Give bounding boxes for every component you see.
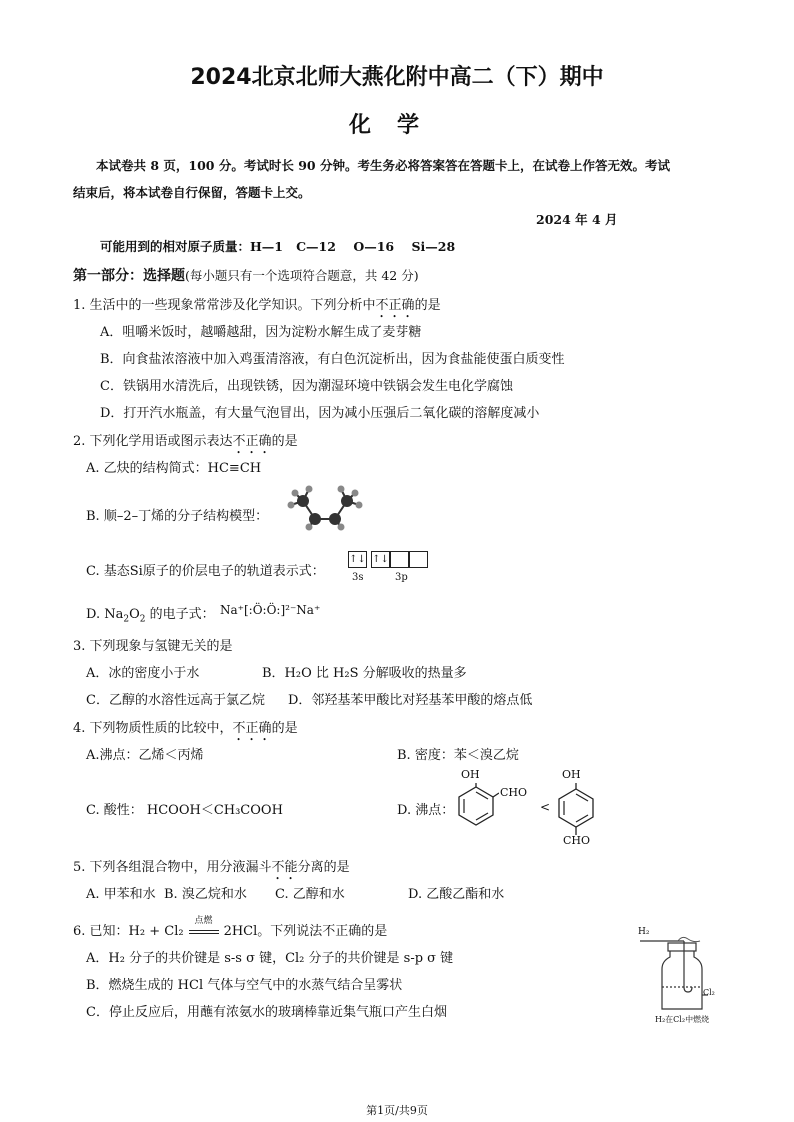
question-4-stem xyxy=(73,717,298,744)
q6-option-b: B．燃烧生成的 HCl 气体与空气中的水蒸气结合呈雾状 xyxy=(86,978,403,993)
orbital-3p-box-3 xyxy=(409,551,428,568)
q6-option-a: A．H₂ 分子的共价键是 s-s σ 键，Cl₂ 分子的共价键是 s-p σ 键 xyxy=(86,951,454,966)
q4-option-b: B. 密度：苯＜溴乙烷 xyxy=(397,748,519,763)
para-cho-label: CHO xyxy=(563,834,591,847)
q3-option-c: C．乙醇的水溶性远高于氯乙烷 xyxy=(86,693,265,708)
stem-emphasis: 不正确 xyxy=(232,721,272,736)
ortho-benzene-ring xyxy=(453,783,499,829)
stem-text: 的是 xyxy=(414,298,441,313)
fig-h2-label: H₂ xyxy=(638,927,650,937)
d-text: D. Na xyxy=(86,607,124,622)
question-1-stem xyxy=(73,294,441,321)
stem-emphasis: 不能 xyxy=(271,860,298,875)
q3-option-d: D．邻羟基苯甲酸比对羟基苯甲酸的熔点低 xyxy=(288,693,533,708)
equal-sign xyxy=(189,930,219,934)
question-6-stem xyxy=(73,916,388,939)
stem-emphasis: 不正确 xyxy=(232,434,272,449)
q2-option-c: C. 基态Si原子的价层电子的轨道表示式： xyxy=(86,564,325,579)
q5-option-d: D. 乙酸乙酯和水 xyxy=(408,887,505,902)
q4-option-a: A.沸点：乙烯＜丙烯 xyxy=(86,748,204,763)
reaction-condition: 点燃 xyxy=(194,916,213,926)
orbital-3p-box-2 xyxy=(390,551,409,568)
orbital-label-3p: 3p xyxy=(395,572,408,583)
cis-2-butene-model xyxy=(285,483,365,533)
orbital-label-3s: 3s xyxy=(352,572,364,583)
q3-option-b: B．H₂O 比 H₂S 分解吸收的热量多 xyxy=(262,666,467,681)
gas-jar-figure xyxy=(636,935,726,1013)
stem-text: 分离的是 xyxy=(297,860,350,875)
section-heading xyxy=(73,265,419,285)
d-text: O xyxy=(129,607,140,622)
stem-text: 2. 下列化学用语或图示表达 xyxy=(73,434,233,449)
q6-option-c: C．停止反应后，用蘸有浓氨水的玻璃棒靠近集气瓶口产生白烟 xyxy=(86,1005,447,1020)
q1-option-a: A．咀嚼米饭时，越嚼越甜，因为淀粉水解生成了麦芽糖 xyxy=(100,325,422,340)
question-3-stem: 3. 下列现象与氢键无关的是 xyxy=(73,639,233,654)
q5-option-a: A. 甲苯和水 xyxy=(86,887,156,902)
d-sub: 2 xyxy=(123,614,130,625)
section-title: 第一部分：选择题 xyxy=(73,268,185,284)
stem-text: 2HCl。下列说法不正确的是 xyxy=(223,924,388,939)
stem-text: 5. 下列各组混合物中，用分液漏斗 xyxy=(73,860,272,875)
atomic-mass-line: 可能用到的相对原子质量：H—1 C—12 O—16 Si—28 xyxy=(100,239,456,254)
stem-text: 4. 下列物质性质的比较中， xyxy=(73,721,233,736)
q1-option-d: D．打开汽水瓶盖，有大量气泡冒出，因为减小压强后二氧化碳的溶解度减小 xyxy=(100,406,540,421)
fig-caption: H₂在Cl₂中燃烧 xyxy=(655,1015,710,1024)
ortho-oh-label: OH xyxy=(461,768,480,781)
na2o2-electron-formula: Na⁺[:Ö:Ö:]²⁻Na⁺ xyxy=(220,603,321,617)
d-text: 的电子式： xyxy=(145,607,215,622)
stem-text: 1. 生活中的一些现象常常涉及化学知识。下列分析中 xyxy=(73,298,376,313)
fig-cl2-label: Cl₂ xyxy=(703,988,715,997)
q2-option-a: A. 乙炔的结构简式：HC≡CH xyxy=(86,461,262,476)
q4-option-d: D. 沸点： xyxy=(397,803,455,818)
question-2-stem xyxy=(73,430,298,457)
orbital-3p-box-1: ↑↓ xyxy=(371,551,390,568)
d-sub: 2 xyxy=(139,614,146,625)
stem-text: 6. 已知：H₂ + Cl₂ xyxy=(73,924,184,939)
stem-text: 的是 xyxy=(271,721,298,736)
q1-option-b: B．向食盐浓溶液中加入鸡蛋清溶液，有白色沉淀析出，因为食盐能使蛋白质变性 xyxy=(100,352,565,367)
q5-option-b: B. 溴乙烷和水 xyxy=(164,887,247,902)
orbital-3s-box: ↑↓ xyxy=(348,551,367,568)
q1-option-c: C．铁锅用水清洗后，出现铁锈，因为潮湿环境中铁锅会发生电化学腐蚀 xyxy=(100,379,513,394)
exam-date: 2024 年 4 月 xyxy=(536,212,618,227)
stem-text: 的是 xyxy=(271,434,298,449)
q3-option-a: A．冰的密度小于水 xyxy=(86,666,200,681)
stem-emphasis: 不正确 xyxy=(375,298,415,313)
q2-option-b: B. 顺–2–丁烯的分子结构模型： xyxy=(86,509,269,524)
reaction-arrow xyxy=(187,916,221,939)
less-than-sign: < xyxy=(540,800,551,814)
question-5-stem xyxy=(73,856,350,883)
q4-option-c: C. 酸性： HCOOH＜CH₃COOH xyxy=(86,803,283,818)
exam-title: 2024北京北师大燕化附中高二（下）期中 xyxy=(190,65,604,90)
page-number: 第1页/共9页 xyxy=(366,1104,428,1117)
para-oh-label: OH xyxy=(562,768,581,781)
subject-title: 化学 xyxy=(348,113,445,138)
q2-option-d xyxy=(86,603,215,625)
ortho-cho-label: CHO xyxy=(500,786,528,799)
para-benzene-ring xyxy=(553,783,599,835)
section-note: (每小题只有一个选项符合题意，共 42 分) xyxy=(185,268,419,283)
notice-line-1: 本试卷共 8 页，100 分。考试时长 90 分钟。考生务必将答案答在答题卡上，在试卷上作答无效。考试 xyxy=(96,158,670,173)
notice-line-2: 结束后，将本试卷自行保留，答题卡上交。 xyxy=(73,185,311,200)
si-orbital-diagram xyxy=(348,551,428,568)
q5-option-c: C. 乙醇和水 xyxy=(275,887,345,902)
